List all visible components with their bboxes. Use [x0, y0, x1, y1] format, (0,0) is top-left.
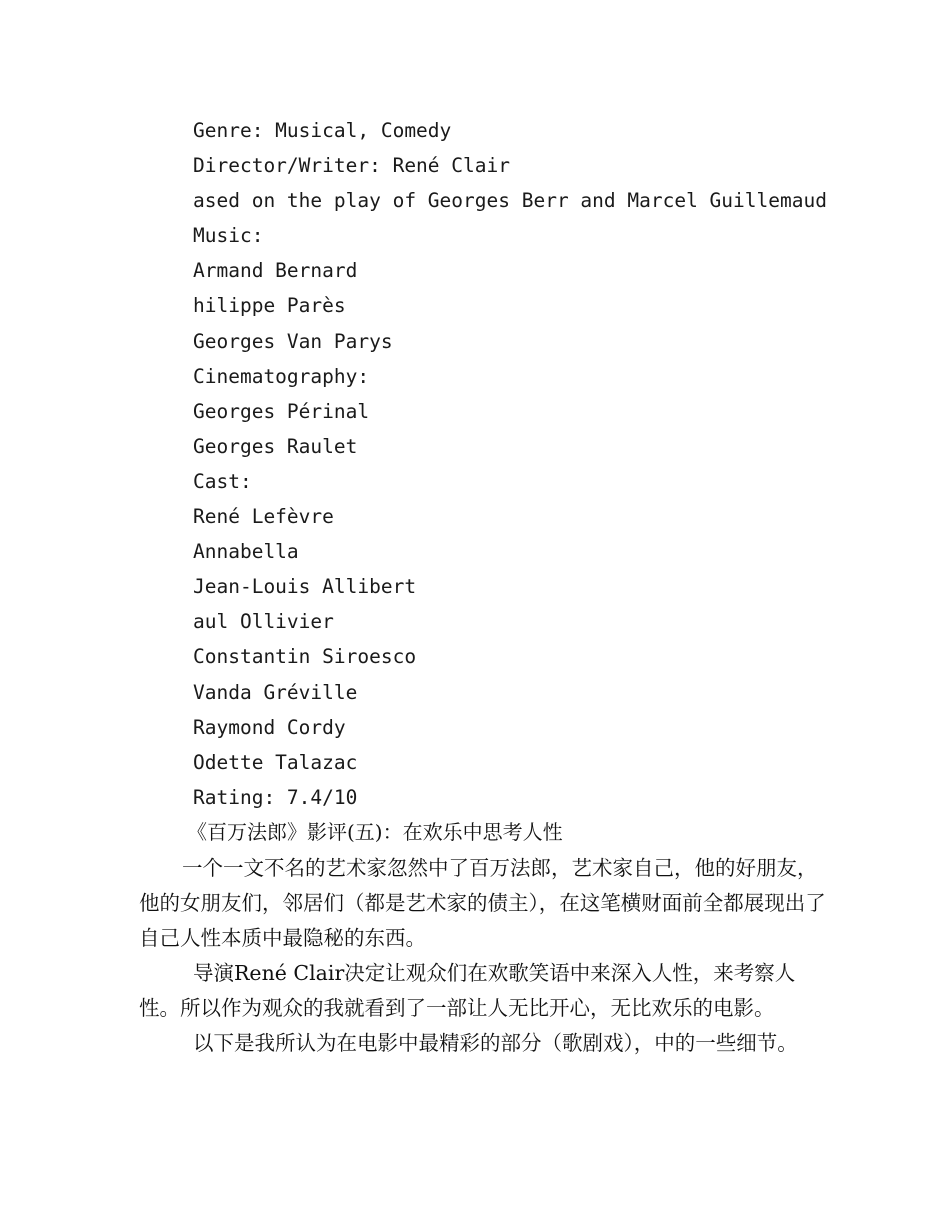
- credit-cast-name: aul Ollivier: [193, 610, 334, 634]
- review-paragraph: 以下是我所认为在电影中最精彩的部分（歌剧戏），中的一些细节。: [193, 1031, 798, 1055]
- credit-cast-name: Raymond Cordy: [193, 715, 346, 739]
- credit-cinematography-name: Georges Périnal: [193, 399, 370, 423]
- credit-music-name: hilippe Parès: [193, 294, 346, 318]
- credit-music-label: Music:: [193, 224, 264, 248]
- credit-director-writer: Director/Writer: René Clair: [193, 154, 510, 178]
- credit-music-name: Georges Van Parys: [193, 329, 393, 353]
- credit-cast-label: Cast:: [193, 469, 252, 493]
- credit-cinematography-label: Cinematography:: [193, 364, 370, 388]
- film-credits: [193, 118, 827, 820]
- credit-genre: Genre: Musical, Comedy: [193, 119, 452, 142]
- credit-cast-name: Vanda Gréville: [193, 680, 358, 704]
- credit-cast-name: Annabella: [193, 540, 299, 564]
- credit-rating: Rating: 7.4/10: [193, 785, 358, 809]
- review-heading: 《百万法郎》影评(五)：在欢乐中思考人性: [187, 820, 563, 844]
- review-paragraph: 一个一文不名的艺术家忽然中了百万法郎，艺术家自己，他的好朋友，他的女朋友们，邻居们（都是艺术家的债主），在这笔横财面前全都展现出了自己人性本质中最隐秘的东西。: [139, 856, 826, 950]
- review-paragraph: 导演René Clair决定让观众们在欢歌笑语中来深入人性，来考察人性。所以作为观众的我就看到了一部让人无比开心，无比欢乐的电影。: [139, 961, 796, 1020]
- credit-based-on: ased on the play of Georges Berr and Marcel Guillemaud: [193, 189, 827, 213]
- credit-cinematography-name: Georges Raulet: [193, 434, 358, 458]
- credit-cast-name: Odette Talazac: [193, 750, 358, 774]
- credit-cast-name: Jean-Louis Allibert: [193, 575, 417, 599]
- credit-cast-name: Constantin Siroesco: [193, 645, 417, 669]
- credit-music-name: Armand Bernard: [193, 259, 358, 283]
- credit-cast-name: René Lefèvre: [193, 505, 334, 529]
